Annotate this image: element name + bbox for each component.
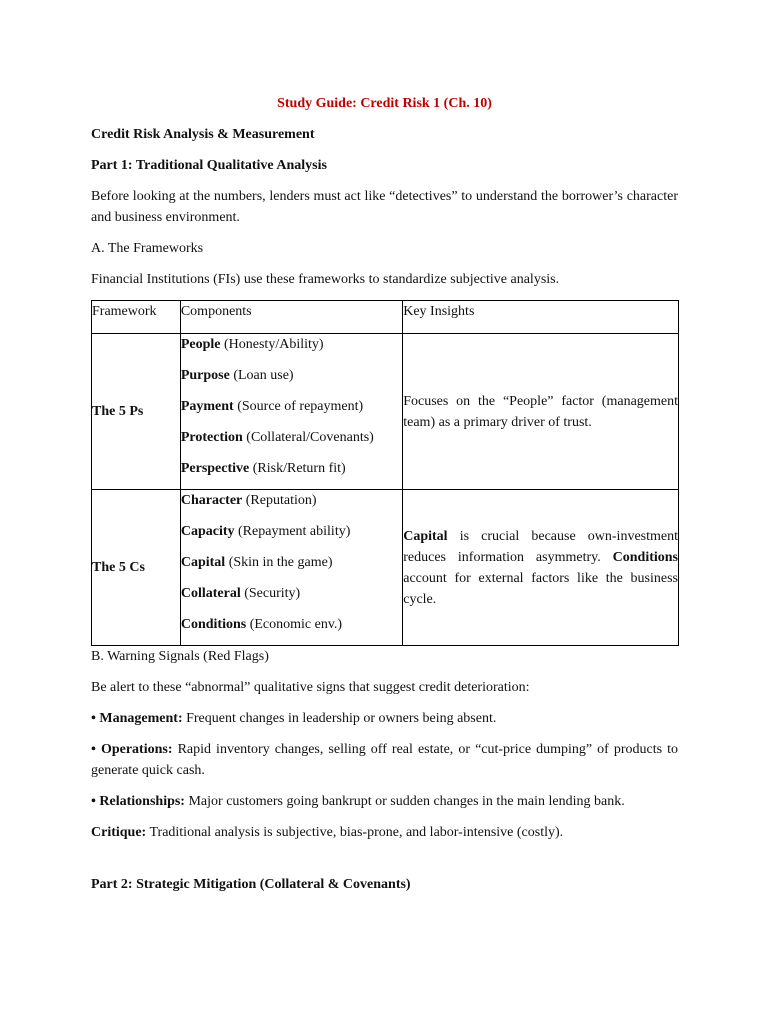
framework-cell: The 5 Cs xyxy=(92,490,181,646)
component-item: Character (Reputation) xyxy=(180,493,317,508)
component-item: People (Honesty/Ability) xyxy=(180,337,324,352)
component-item: Purpose (Loan use) xyxy=(180,368,294,383)
section-b-heading: B. Warning Signals (Red Flags) xyxy=(91,649,269,664)
insight-text: Focuses on the “People” factor (management team) as a primary driver of trust. xyxy=(403,393,678,430)
list-item: • Management: Frequent changes in leadership or owners being absent. xyxy=(91,711,497,726)
component-item: Capital (Skin in the game) xyxy=(180,555,333,570)
intro-paragraph: Before looking at the numbers, lenders must act like “detectives” to understand the borrower’s character and business environment. xyxy=(91,189,678,225)
section-a-heading: A. The Frameworks xyxy=(91,241,204,256)
section-b-text: Be alert to these “abnormal” qualitative signs that suggest credit deterioration: xyxy=(91,680,530,695)
table-header-row xyxy=(92,301,679,334)
list-item: • Operations: Rapid inventory changes, selling off real estate, or “cut-price dumping” of products to generate quick cash. xyxy=(91,742,679,778)
insight-cell xyxy=(403,490,679,646)
document-subtitle: Credit Risk Analysis & Measurement xyxy=(91,127,315,142)
component-item: Payment (Source of repayment) xyxy=(180,399,364,414)
frameworks-table xyxy=(91,300,679,646)
component-item: Capacity (Repayment ability) xyxy=(180,524,351,539)
insight-cell xyxy=(403,334,679,490)
warning-list xyxy=(91,708,678,812)
component-item: Perspective (Risk/Return fit) xyxy=(180,461,346,476)
critique-paragraph: Critique: Traditional analysis is subjective, bias-prone, and labor-intensive (costly). xyxy=(91,825,564,840)
section-a-text: Financial Institutions (FIs) use these frameworks to standardize subjective analysis. xyxy=(91,272,560,287)
table-row xyxy=(92,490,679,646)
header-components: Components xyxy=(180,301,402,334)
document-title: Study Guide: Credit Risk 1 (Ch. 10) xyxy=(277,96,492,111)
header-key-insights: Key Insights xyxy=(403,301,679,334)
list-item: • Relationships: Major customers going bankrupt or sudden changes in the main lending bank. xyxy=(91,794,625,809)
insight-text: Capital is crucial because own-investment reduces information asymmetry. Conditions account for external factors like the business cycle. xyxy=(403,528,678,607)
table-row xyxy=(92,334,679,490)
components-cell xyxy=(180,334,402,490)
framework-cell: The 5 Ps xyxy=(92,334,181,490)
part1-heading: Part 1: Traditional Qualitative Analysis xyxy=(91,158,327,173)
component-item: Conditions (Economic env.) xyxy=(180,617,343,632)
header-framework: Framework xyxy=(92,301,181,334)
components-cell xyxy=(180,490,402,646)
component-item: Protection (Collateral/Covenants) xyxy=(180,430,374,445)
part2-heading: Part 2: Strategic Mitigation (Collateral & Covenants) xyxy=(91,877,411,892)
component-item: Collateral (Security) xyxy=(180,586,301,601)
